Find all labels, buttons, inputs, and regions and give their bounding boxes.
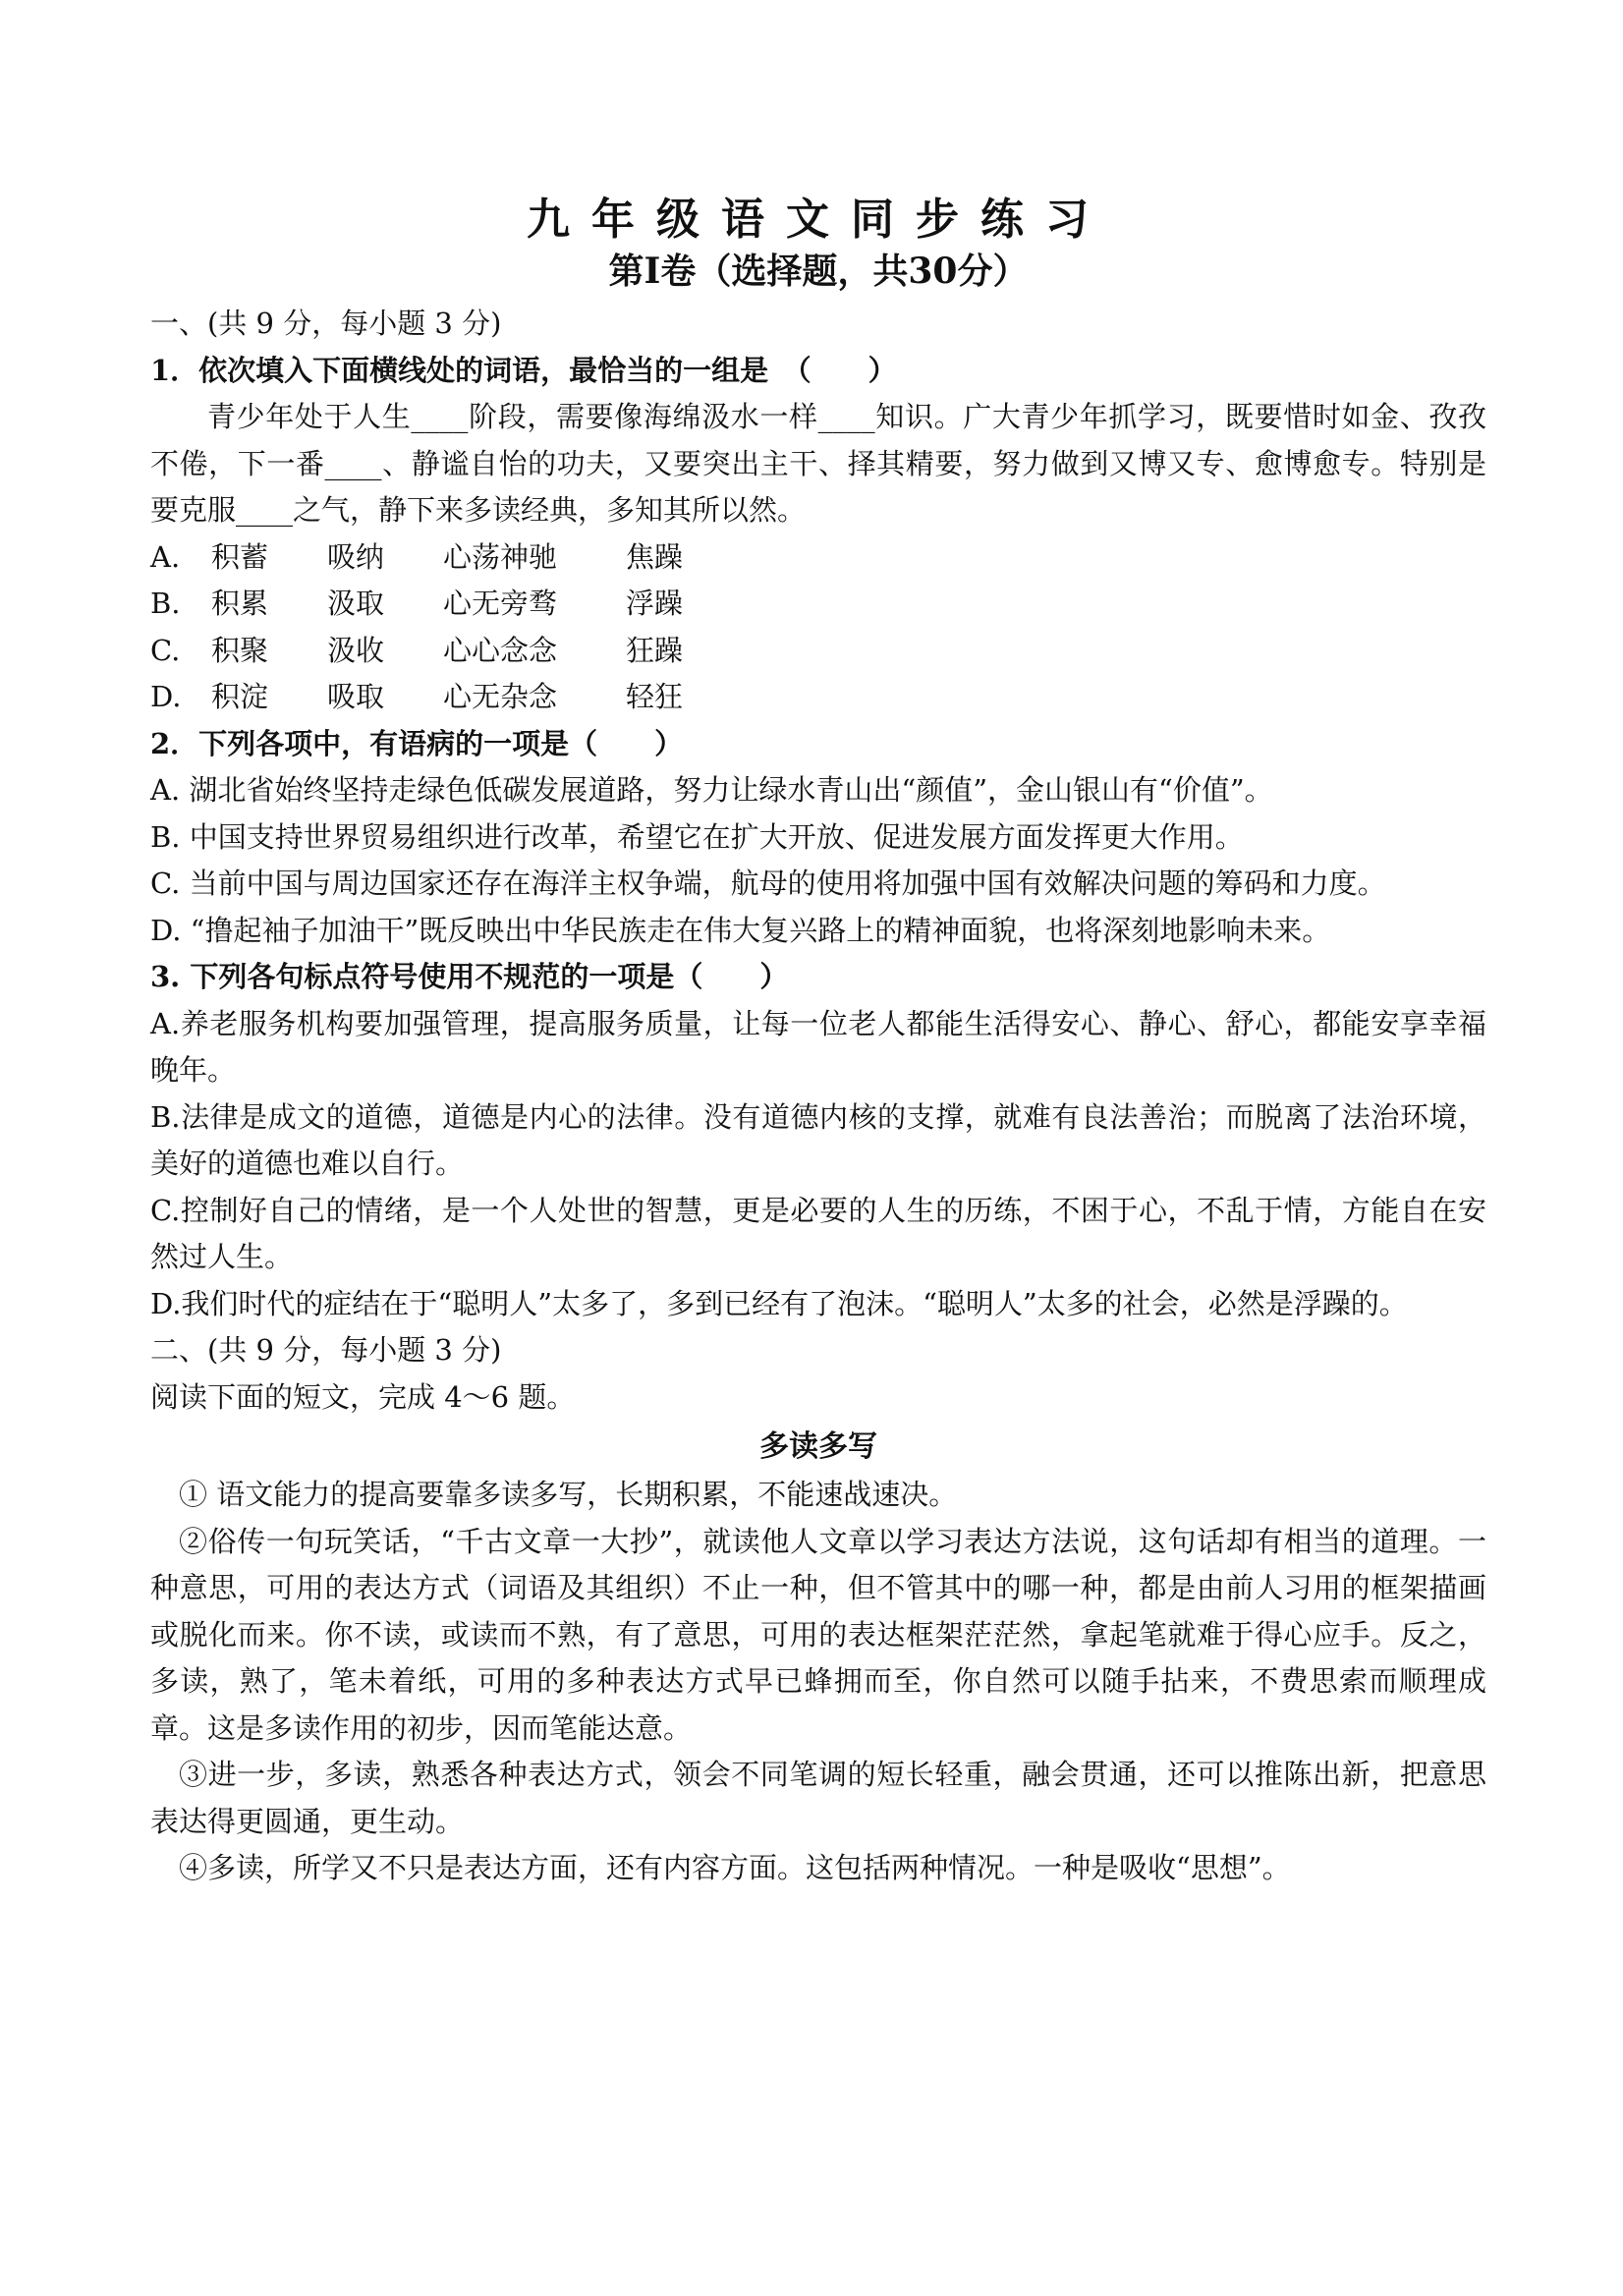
option-word-3: 心荡神驰 [443,539,558,574]
page-subtitle: 第Ⅰ卷（选择题，共30分） [608,251,1029,292]
exam-page [150,193,1486,1892]
q1-option-a [150,534,1486,582]
q1-option-b [150,581,1486,628]
option-word-1: 积蓄 [211,539,269,574]
q2-option-a: A. 湖北省始终坚持走绿色低碳发展道路，努力让绿水青山出“颜值”，金山银山有“价值”。 [150,773,1273,807]
article-paragraph-2: ②俗传一句玩笑话，“千古文章一大抄”，就读他人文章以学习表达方法说，这句话却有相当的道理。一种意思，可用的表达方式（词语及其组织）不止一种，但不管其中的哪一种，都是由前人习用的框架描画或脱化而来。你不读，或读而不熟，有了意思，可用的表达框架茫茫然，拿起笔就难于得心应手。反之，多读，熟了，笔未着纸，可用的多种表达方式早已蜂拥而至，你自然可以随手拈来，不费思索而顺理成章。这是多读作用的初步，因而笔能达意。 [150,1524,1486,1745]
option-word-3: 心无杂念 [443,680,558,713]
q2-option-b: B. 中国支持世界贸易组织进行改革，希望它在扩大开放、促进发展方面发挥更大作用。 [150,819,1244,854]
q3-option-c: C.控制好自己的情绪，是一个人处世的智慧，更是必要的人生的历练，不困于心，不乱于情，方能自在安然过人生。 [150,1193,1486,1273]
q1-stem: 1．依次填入下面横线处的词语，最恰当的一组是 （ ） [150,353,897,387]
q1-passage: 青少年处于人生____阶段，需要像海绵汲水一样____知识。广大青少年抓学习，既要惜时如金、孜孜不倦，下一番____、静谧自怡的功夫，又要突出主干、择其精要，努力做到又博又专、愈博愈专。特别是要克服____之气，静下来多读经典，多知其所以然。 [150,400,1486,527]
q1-options [150,534,1486,721]
option-word-1: 积累 [211,587,269,620]
option-word-4: 轻狂 [626,680,684,713]
q3-option-a: A.养老服务机构要加强管理，提高服务质量，让每一位老人都能生活得安心、静心、舒心，都能安享幸福晚年。 [150,1006,1486,1087]
option-key: C. [150,633,181,667]
q1-option-d [150,674,1486,721]
article-title: 多读多写 [759,1429,877,1464]
article-paragraph-1: ① 语文能力的提高要靠多读多写，长期积累，不能速战速决。 [179,1478,958,1511]
section2-instruction: 阅读下面的短文，完成 4～6 题。 [150,1379,576,1414]
q3-option-d: D.我们时代的症结在于“聪明人”太多了，多到已经有了泡沫。“聪明人”太多的社会，必然是浮躁的。 [150,1286,1408,1320]
q2-option-c: C. 当前中国与周边国家还存在海洋主权争端，航母的使用将加强中国有效解决问题的筹码和力度。 [150,867,1386,900]
q1-option-c [150,628,1486,675]
option-word-2: 吸取 [327,680,385,713]
option-word-2: 吸纳 [327,539,385,574]
option-word-3: 心无旁骛 [443,587,558,620]
option-key: D. [150,680,182,713]
option-word-4: 狂躁 [626,633,684,667]
page-title: 九年级语文同步练习 [527,195,1110,245]
section1-header: 一、(共 9 分，每小题 3 分) [150,307,502,340]
article-paragraph-4: ④多读，所学又不只是表达方面，还有内容方面。这包括两种情况。一种是吸收“思想”。 [179,1851,1291,1884]
option-word-3: 心心念念 [443,633,558,667]
q2-option-d: D. “撸起袖子加油干”既反映出中华民族走在伟大复兴路上的精神面貌，也将深刻地影响未来。 [150,913,1331,947]
q3-stem: 3. 下列各句标点符号使用不规范的一项是（ ） [150,960,789,993]
option-word-1: 积淀 [211,680,269,713]
option-word-2: 汲收 [327,633,385,667]
option-word-4: 焦躁 [626,539,684,574]
option-key: B. [150,587,181,620]
option-word-2: 汲取 [327,587,385,620]
q3-option-b: B.法律是成文的道德，道德是内心的法律。没有道德内核的支撑，就难有良法善治；而脱离了法治环境，美好的道德也难以自行。 [150,1099,1486,1180]
section2-header: 二、(共 9 分，每小题 3 分) [150,1333,502,1367]
option-key: A. [150,539,181,574]
article-paragraph-3: ③进一步，多读，熟悉各种表达方式，领会不同笔调的短长轻重，融会贯通，还可以推陈出新，把意思表达得更圆通，更生动。 [150,1758,1486,1838]
option-word-4: 浮躁 [626,587,684,620]
option-word-1: 积聚 [211,633,269,667]
q2-stem: 2．下列各项中，有语病的一项是（ ） [150,726,684,760]
